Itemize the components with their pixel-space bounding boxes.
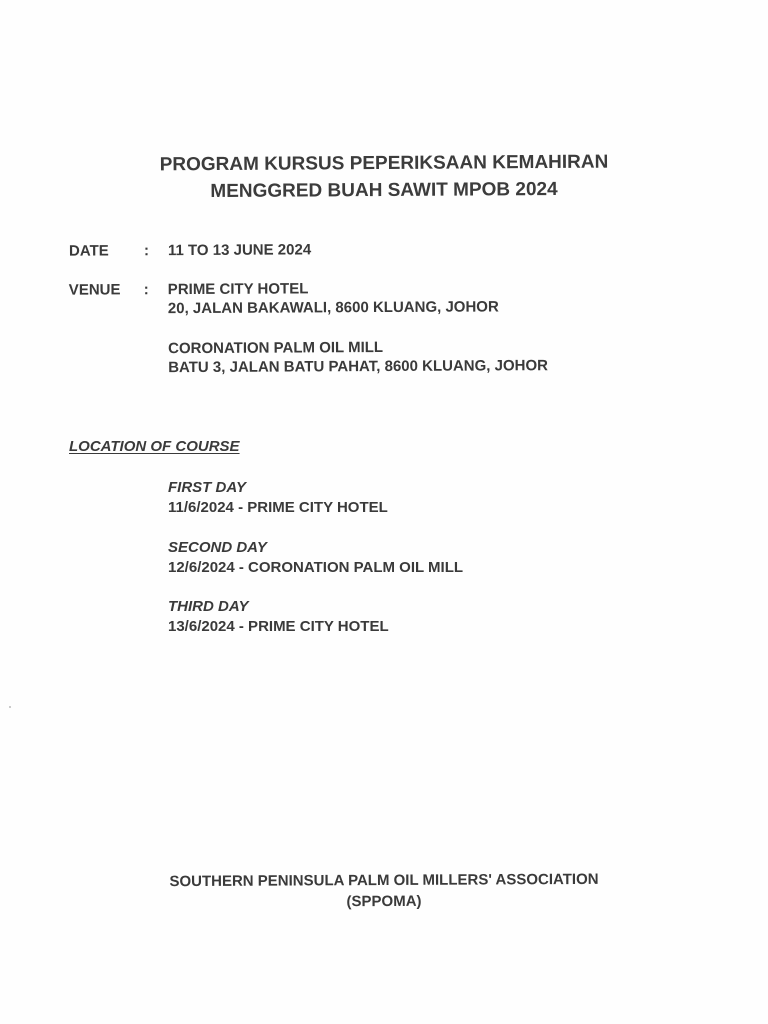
day-item — [168, 478, 388, 518]
date-value: 11 TO 13 JUNE 2024 — [167, 241, 312, 260]
venue-1-address: 20, JALAN BAKAWALI, 8600 KLUANG, JOHOR — [167, 298, 499, 318]
venue-2-name: CORONATION PALM OIL MILL — [168, 338, 384, 358]
title-line-2: MENGGRED BUAH SAWIT MPOB 2024 — [210, 178, 558, 203]
footer-line-1: SOUTHERN PENINSULA PALM OIL MILLERS' ASSOCIATION — [169, 870, 599, 891]
date-colon: : — [143, 242, 150, 260]
day-item — [168, 597, 389, 637]
venue-row — [0, 277, 768, 381]
footer-line-2: (SPPOMA) — [346, 892, 422, 911]
venue-1-name: PRIME CITY HOTEL — [167, 280, 309, 299]
venue-label: VENUE — [68, 281, 121, 299]
day-detail: 13/6/2024 - PRIME CITY HOTEL — [168, 618, 389, 635]
day-name: THIRD DAY — [168, 598, 249, 615]
day-item — [168, 538, 463, 578]
date-row — [0, 238, 768, 262]
day-detail: 12/6/2024 - CORONATION PALM OIL MILL — [168, 559, 464, 576]
date-label: DATE — [68, 242, 109, 260]
title-line-1: PROGRAM KURSUS PEPERIKSAAN KEMAHIRAN — [159, 151, 609, 176]
document-title — [0, 150, 768, 204]
venue-colon: : — [143, 281, 149, 299]
document-footer — [0, 870, 768, 912]
scan-speck — [9, 706, 11, 708]
location-heading: LOCATION OF COURSE — [69, 438, 240, 455]
venue-2-address: BATU 3, JALAN BATU PAHAT, 8600 KLUANG, JOHOR — [168, 357, 548, 377]
day-name: FIRST DAY — [168, 479, 247, 496]
day-detail: 11/6/2024 - PRIME CITY HOTEL — [168, 499, 388, 516]
day-name: SECOND DAY — [168, 539, 267, 556]
